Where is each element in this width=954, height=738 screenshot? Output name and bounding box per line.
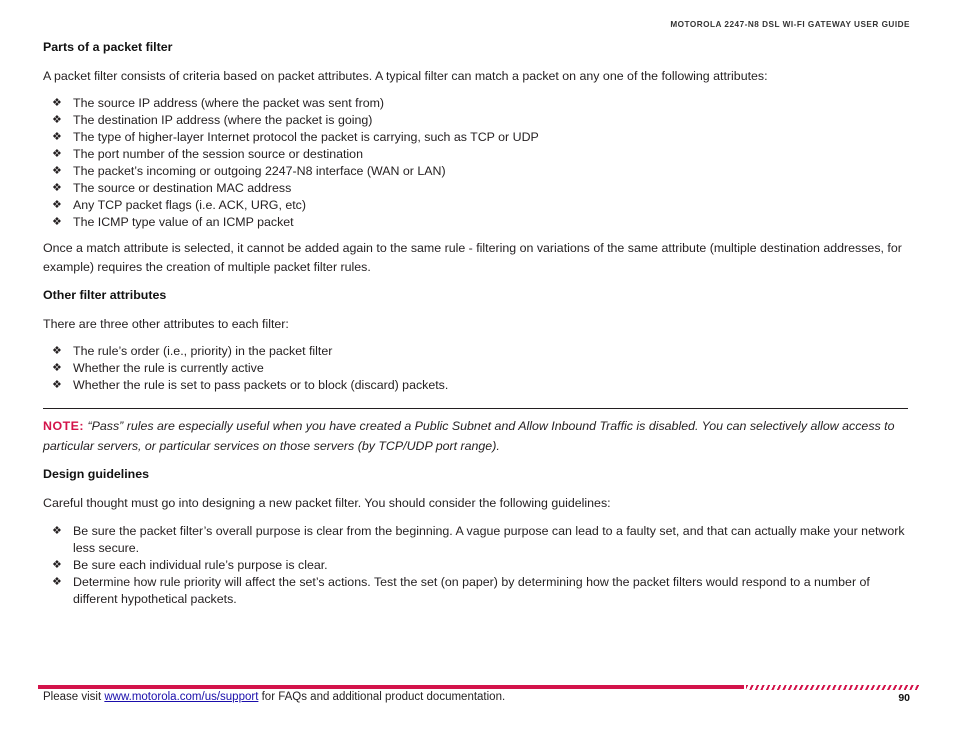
- section-heading-parts: Parts of a packet filter: [43, 40, 173, 54]
- note-text: “Pass” rules are especially useful when you have created a Public Subnet and Allow Inbound Traffic is disabled. You can selectively allow access to particular servers, or particular services on those servers (by TCP/UDP port range).: [43, 419, 895, 453]
- list-item: ❖ The destination IP address (where the packet is going): [52, 113, 373, 127]
- parts-attribute-list: [43, 95, 908, 231]
- parts-intro-paragraph: A packet filter consists of criteria based on packet attributes. A typical filter can match a packet on any one of the following attributes:: [43, 69, 768, 83]
- note-divider: [43, 408, 908, 409]
- diamond-bullet-icon: ❖: [52, 148, 62, 160]
- diamond-bullet-icon: ❖: [52, 216, 62, 228]
- other-intro-paragraph: There are three other attributes to each filter:: [43, 317, 289, 331]
- page-number: 90: [898, 692, 910, 704]
- section-heading-design: Design guidelines: [43, 467, 150, 481]
- diamond-bullet-icon: ❖: [52, 576, 62, 588]
- diamond-bullet-icon: ❖: [52, 165, 62, 177]
- document-body: [43, 39, 908, 608]
- note-label: NOTE:: [43, 419, 85, 433]
- other-attribute-list: [43, 343, 908, 394]
- support-link[interactable]: www.motorola.com/us/support: [104, 691, 259, 703]
- diamond-bullet-icon: ❖: [52, 525, 62, 537]
- list-item: ❖ Whether the rule is set to pass packets or to block (discard) packets.: [52, 378, 449, 392]
- list-item: ❖ The rule’s order (i.e., priority) in the packet filter: [52, 344, 333, 358]
- list-item: ❖ The source or destination MAC address: [52, 181, 292, 195]
- list-item: ❖ The packet’s incoming or outgoing 2247-N8 interface (WAN or LAN): [52, 164, 446, 178]
- diamond-bullet-icon: ❖: [52, 362, 62, 374]
- list-item: ❖ The ICMP type value of an ICMP packet: [52, 215, 294, 229]
- footer-text: Please visit www.motorola.com/us/support for FAQs and additional product documentation.: [43, 691, 506, 703]
- list-item: ❖ The port number of the session source or destination: [52, 147, 363, 161]
- diamond-bullet-icon: ❖: [52, 345, 62, 357]
- diamond-bullet-icon: ❖: [52, 559, 62, 571]
- list-item: ❖ Whether the rule is currently active: [52, 361, 264, 375]
- list-item: ❖ Determine how rule priority will affect the set’s actions. Test the set (on paper) by determining how the packet filters would respond to a number of different hypothetical packets.: [52, 575, 870, 606]
- diamond-bullet-icon: ❖: [52, 131, 62, 143]
- list-item: ❖ The type of higher-layer Internet protocol the packet is carrying, such as TCP or UDP: [52, 130, 539, 144]
- note-block: [43, 416, 908, 456]
- footer-red-bar: [38, 685, 744, 689]
- diamond-bullet-icon: ❖: [52, 182, 62, 194]
- section-heading-other: Other filter attributes: [43, 288, 167, 302]
- diamond-bullet-icon: ❖: [52, 199, 62, 211]
- diamond-bullet-icon: ❖: [52, 114, 62, 126]
- list-item: ❖ Any TCP packet flags (i.e. ACK, URG, etc): [52, 198, 306, 212]
- design-intro-paragraph: Careful thought must go into designing a new packet filter. You should consider the following guidelines:: [43, 496, 611, 510]
- list-item: ❖ The source IP address (where the packet was sent from): [52, 96, 385, 110]
- page-header-title: MOTOROLA 2247-N8 DSL WI-FI GATEWAY USER GUIDE: [670, 20, 910, 29]
- diamond-bullet-icon: ❖: [52, 379, 62, 391]
- design-guideline-list: [43, 523, 908, 608]
- list-item: ❖ Be sure the packet filter’s overall purpose is clear from the beginning. A vague purpose can lead to a faulty set, and that can actually make your network less secure.: [52, 524, 905, 555]
- diamond-bullet-icon: ❖: [52, 97, 62, 109]
- footer-hatch-pattern: [746, 685, 920, 690]
- parts-closing-paragraph: Once a match attribute is selected, it cannot be added again to the same rule - filtering on variations of the same attribute (multiple destination addresses, for example) requires the creation of multiple packet filter rules.: [43, 241, 902, 274]
- list-item: ❖ Be sure each individual rule’s purpose is clear.: [52, 558, 328, 572]
